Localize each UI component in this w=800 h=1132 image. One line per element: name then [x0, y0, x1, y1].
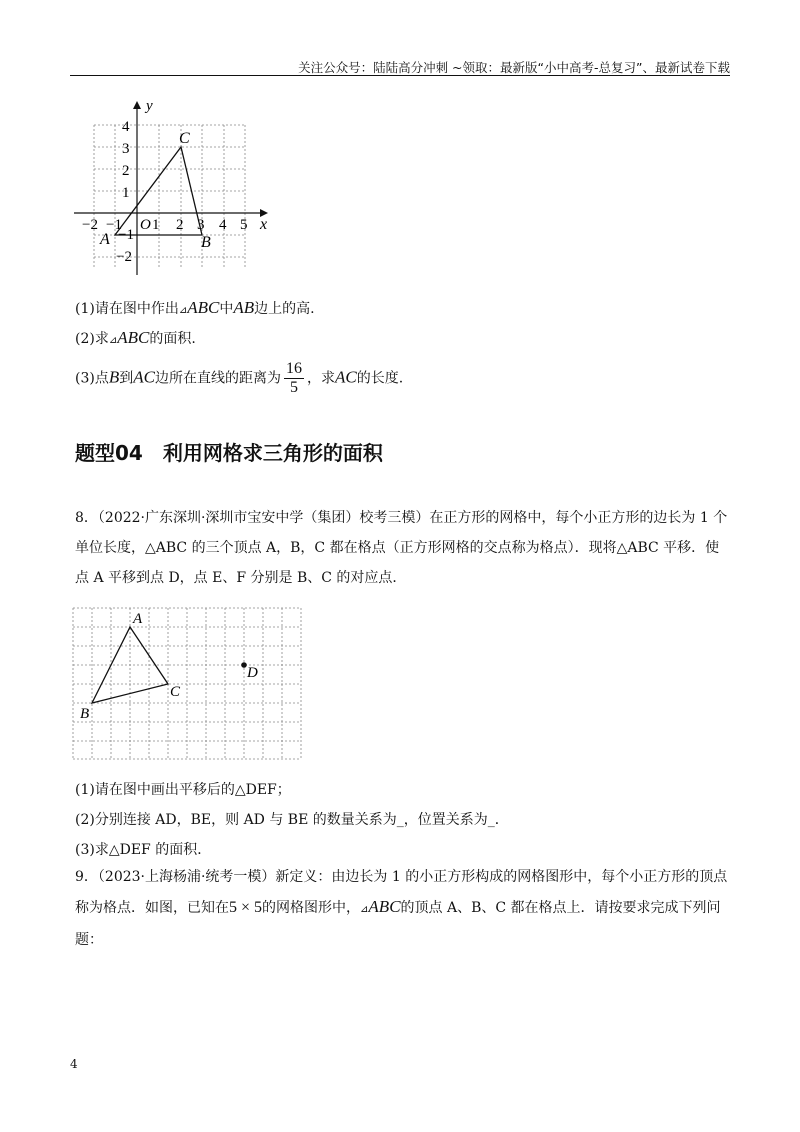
x-tick: 2 [176, 217, 184, 233]
question-7-part-1: (1)请在图中作出⊿ABC中AB边上的高. [75, 298, 315, 317]
grid-lines [73, 608, 301, 759]
question-8-part-1: (1)请在图中画出平移后的△DEF； [75, 782, 291, 798]
grid-figure [70, 604, 306, 764]
fraction: $\frac{16}{5}$ [285, 360, 302, 396]
y-tick: −2 [116, 249, 132, 265]
y-tick: 1 [122, 185, 130, 201]
question-7-part-3: (3)点B到AC边所在直线的距离为 $\frac{16}{5}$ ，求AC的长度. [75, 360, 404, 396]
x-tick: −1 [106, 217, 122, 233]
x-tick: 5 [240, 217, 248, 233]
header-rule [70, 75, 730, 76]
question-8-stem: 8．（2022·广东深圳·深圳市宝安中学（集团）校考三模）在正方形的网格中，每个小正方形的边长为 1 个单位长度，△ABC 的三个顶点 A，B，C 都在格点（正方形网格的交点称为格点）．现将△ABC 平移．使点 A 平移到点 D，点 E、F 分别是 B、C 的对应点． [75, 510, 728, 586]
coordinate-figure [70, 95, 280, 275]
y-tick: −1 [118, 227, 134, 243]
question-8-part-2: (2)分别连接 AD，BE，则 AD 与 BE 的数量关系为_，位置关系为_． [75, 812, 509, 828]
origin-label: O [140, 217, 151, 233]
x-tick: −2 [82, 217, 98, 233]
question-7-part-2: (2)求⊿ABC的面积. [75, 328, 196, 347]
page-number: 4 [70, 1057, 78, 1071]
section-title: 题型04 利用网格求三角形的面积 [75, 441, 383, 465]
point-d [241, 662, 247, 668]
y-tick: 3 [122, 141, 130, 157]
y-tick: 4 [122, 119, 130, 135]
page-header: 关注公众号：陆陆高分冲刺 ~领取：最新版“小中高考-总复习”、最新试卷下载 [298, 60, 730, 75]
grid-lines [94, 125, 245, 267]
y-axis-arrow [133, 101, 141, 109]
vertex-a-label: A [100, 231, 110, 248]
vertex-c-label: C [170, 684, 181, 700]
vertex-b-label: B [201, 234, 211, 251]
x-axis-label: x [260, 216, 268, 233]
point-d-label: D [247, 665, 258, 681]
x-tick: 4 [219, 217, 227, 233]
question-8-part-3: (3)求△DEF 的面积． [75, 842, 212, 858]
y-axis-label: y [146, 98, 153, 114]
vertex-b-label: B [80, 706, 90, 722]
y-tick-labels [116, 119, 134, 265]
vertex-a-label: A [133, 611, 143, 627]
x-tick: 1 [152, 217, 160, 233]
vertex-c-label: C [179, 130, 190, 147]
x-tick: 3 [197, 217, 205, 233]
y-tick: 2 [122, 163, 130, 179]
question-9-stem: 9．（2023·上海杨浦·统考一模）新定义：由边长为 1 的小正方形构成的网格图形中，每个小正方形的顶点称为格点．如图，已知在5 × 5的网格图形中，⊿ABC的顶点 A、B、C 都在格点上．请按要求完成下列问题： [75, 869, 728, 948]
